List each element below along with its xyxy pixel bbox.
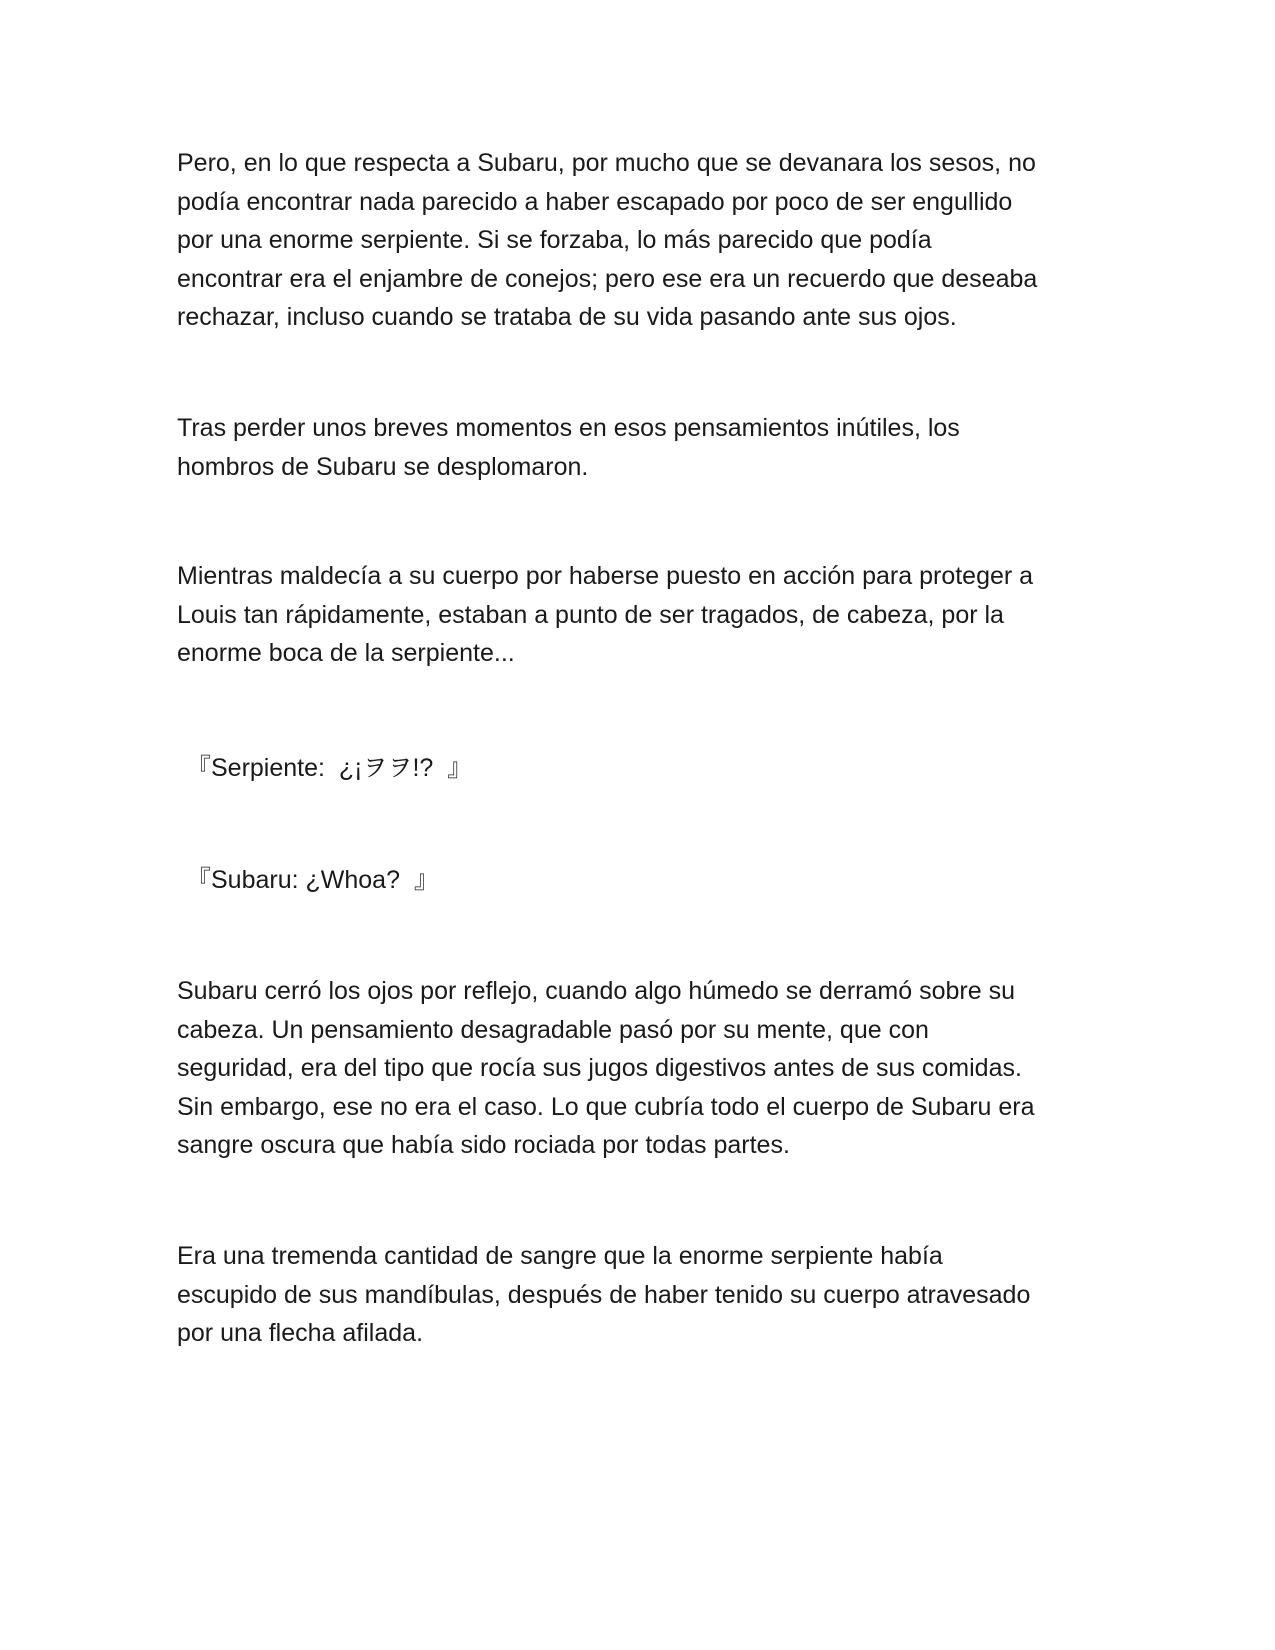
text-line: seguridad, era del tipo que rocía sus jugos digestivos antes de sus comidas. (177, 1054, 1022, 1083)
dialogue-subaru: 『Subaru: ¿Whoa? 』 (186, 866, 439, 894)
text-line: Pero, en lo que respecta a Subaru, por mucho que se devanara los sesos, no (177, 149, 1036, 177)
text-line: escupido de sus mandíbulas, después de haber tenido su cuerpo atravesado (177, 1280, 1031, 1309)
text-line: enorme boca de la serpiente... (177, 639, 515, 668)
paragraph-5 (177, 1237, 1117, 1353)
text-line: hombros de Subaru se desplomaron. (177, 452, 589, 481)
paragraph-4 (177, 972, 1117, 1165)
text-line: Era una tremenda cantidad de sangre que la enorme serpiente había (177, 1242, 943, 1270)
paragraph-2 (177, 409, 1117, 486)
text-line: cabeza. Un pensamiento desagradable pasó por su mente, que con (177, 1015, 929, 1044)
paragraph-1 (177, 144, 1117, 337)
text-line: Subaru cerró los ojos por reflejo, cuando algo húmedo se derramó sobre su (177, 977, 1015, 1005)
text-line: encontrar era el enjambre de conejos; pero ese era un recuerdo que deseaba (177, 264, 1038, 293)
text-line: podía encontrar nada parecido a haber escapado por poco de ser engullido (177, 187, 1013, 216)
text-line: por una enorme serpiente. Si se forzaba, lo más parecido que podía (177, 226, 932, 255)
text-line: por una flecha afilada. (177, 1319, 424, 1348)
text-line: Sin embargo, ese no era el caso. Lo que cubría todo el cuerpo de Subaru era (177, 1092, 1035, 1121)
paragraph-3 (177, 557, 1117, 673)
text-line: Louis tan rápidamente, estaban a punto de ser tragados, de cabeza, por la (177, 600, 1004, 629)
dialogue-serpiente: 『Serpiente: ¿¡ヲヲ!? 』 (186, 754, 473, 782)
text-line: sangre oscura que había sido rociada por todas partes. (177, 1131, 790, 1160)
text-line: rechazar, incluso cuando se trataba de su vida pasando ante sus ojos. (177, 303, 957, 332)
text-line: Tras perder unos breves momentos en esos pensamientos inútiles, los (177, 414, 960, 442)
text-line: Mientras maldecía a su cuerpo por haberse puesto en acción para proteger a (177, 562, 1034, 590)
